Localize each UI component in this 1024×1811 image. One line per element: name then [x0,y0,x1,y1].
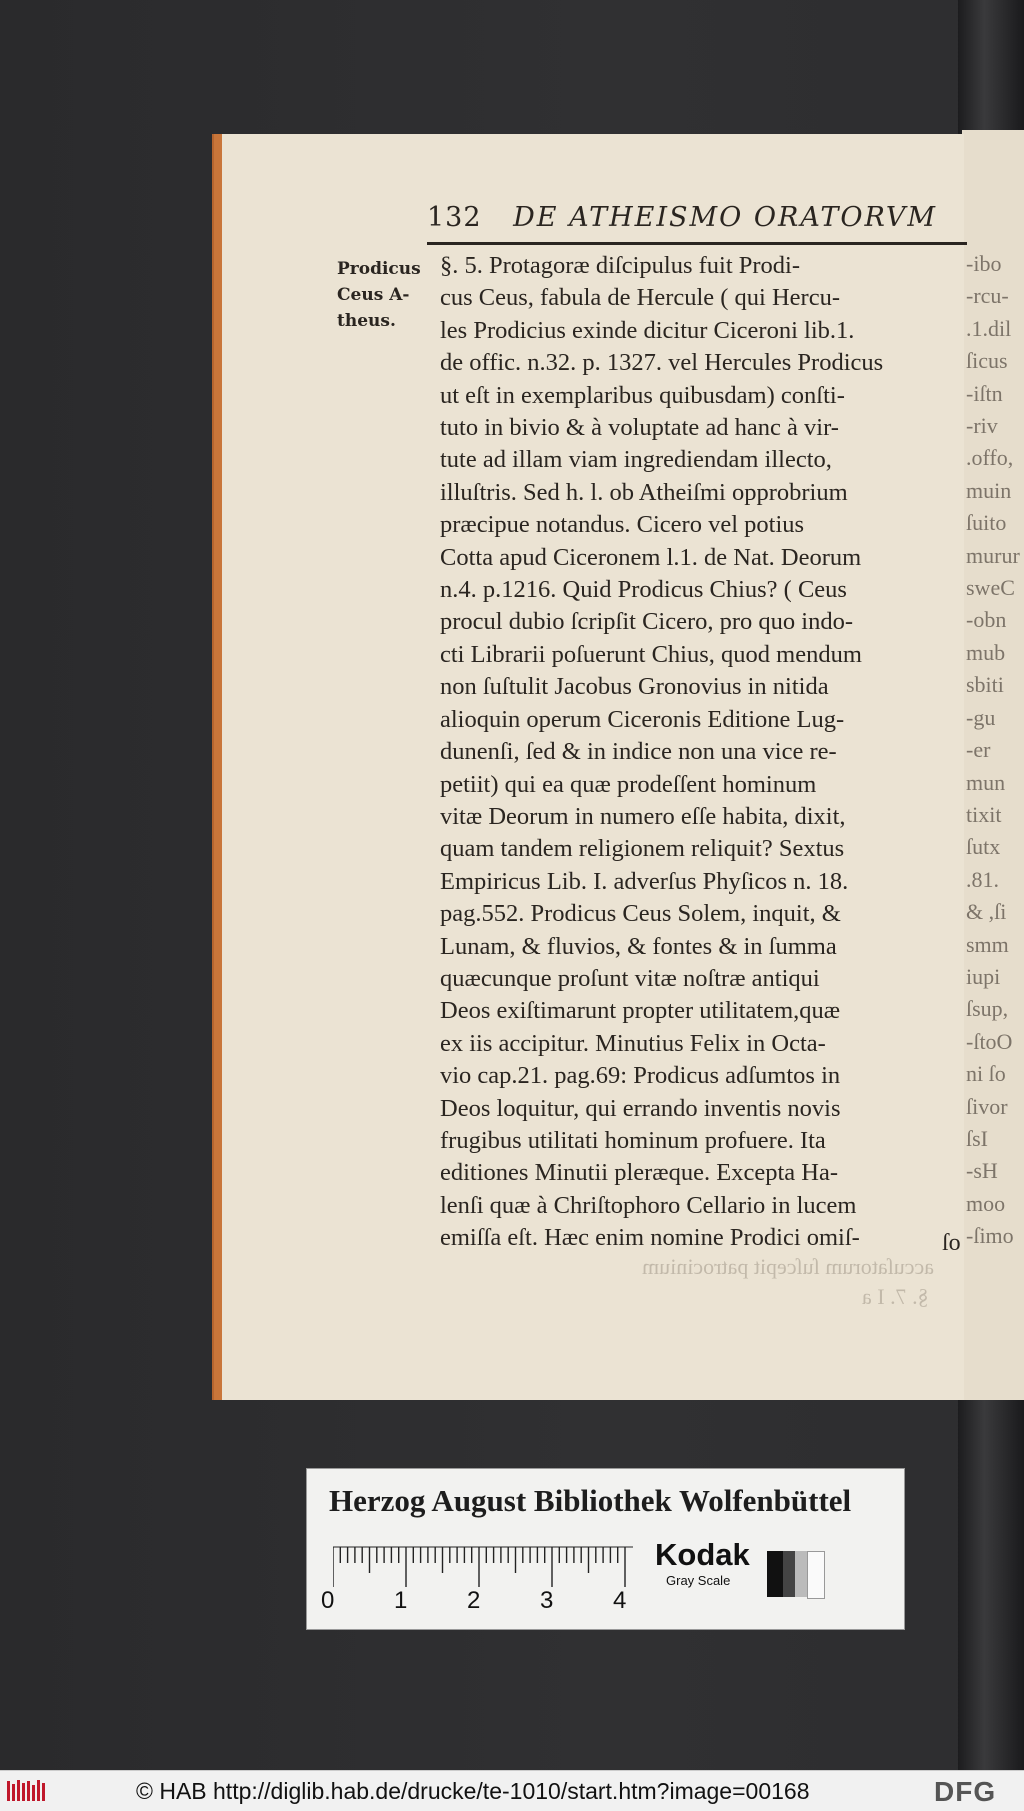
body-line: vio cap.21. pag.69: Prodicus adſumtos in [440,1062,841,1090]
body-line: non ſuſtulit Jacobus Gronovius in nitida [440,673,829,701]
body-line: editiones Minutii pleræque. Excepta Ha- [440,1159,839,1187]
dfg-logo: DFG [934,1776,997,1807]
body-text [440,250,960,1255]
margin-note-line: Prodicus [337,259,421,279]
body-line: dunenſi, ſed & in indice non una vice re- [440,738,837,766]
card-title: Herzog August Bibliothek Wolfenbüttel [329,1483,852,1518]
body-line: illuſtris. Sed h. l. ob Atheiſmi opprobrium [440,478,848,506]
body-line: tute ad illam viam ingrediendam illecto, [440,446,832,474]
body-line: alioquin operum Ciceronis Editione Lug- [440,705,845,733]
body-line: cus Ceus, fabula de Hercule ( qui Hercu- [440,284,841,312]
catchword: ſo [942,1230,961,1256]
ruler-number: 3 [540,1587,554,1614]
body-line: vitæ Deorum in numero eſſe habita, dixit, [440,802,846,830]
header-rule [427,242,967,245]
body-line: n.4. p.1216. Quid Prodicus Chius? ( Ceus [440,576,847,604]
gray-scale-label: Gray Scale [666,1573,731,1588]
body-line: Empiricus Lib. I. adverſus Phyſicos n. 18. [440,867,849,895]
running-head [427,202,937,233]
show-through-text: accuſatorum ſuſcepit patrocinium [642,1254,935,1279]
show-through-text: §. 7. I a [862,1284,929,1309]
ruler-number: 0 [321,1587,335,1614]
ruler-scale [333,1545,633,1587]
margin-note-line: theus. [337,311,396,331]
margin-note-line: Ceus A- [337,285,410,305]
body-line: frugibus utilitati hominum profuere. Ita [440,1126,826,1154]
gray-swatch-light [795,1551,807,1597]
margin-note [337,256,421,334]
body-line: petiit) qui ea quæ prodeſſent hominum [440,770,817,798]
body-line: Deos exiſtimarunt propter utilitatem,quæ [440,997,841,1025]
gray-swatch-black [767,1551,783,1597]
body-line: pag.552. Prodicus Ceus Solem, inquit, & [440,900,841,928]
facing-page-text: -ibo -rcu- .1.dil ſicus -iſtn -riv .offo, muin ſuito murur sweC -obn mub sbiti -gu -er mun tixit ſutx .81. & ,ſi smm iupi ſsup, -ſtoO ni ſo ſivor ſsI -sH moo -ſimo [966,251,1020,1249]
body-line: procul dubio ſcripſit Cicero, pro quo indo- [440,608,854,636]
footer-url[interactable]: © HAB http://diglib.hab.de/drucke/te-1010/start.htm?image=00168 [136,1778,810,1804]
page-number: 132 [427,202,482,233]
body-line: les Prodicius exinde dicitur Ciceroni lib.1. [440,316,855,344]
body-line: ex iis accipitur. Minutius Felix in Octa- [440,1029,826,1057]
body-line: præcipue notandus. Cicero vel potius [440,511,805,539]
body-line: §. 5. Protagoræ diſcipulus fuit Prodi- [440,252,800,279]
body-line: emiſſa eſt. Hæc enim nomine Prodici omiſ- [440,1224,860,1252]
body-line: cti Librarii poſuerunt Chius, quod mendum [440,640,862,668]
body-line: Cotta apud Ciceronem l.1. de Nat. Deorum [440,543,862,571]
body-line: lenſi quæ à Chriſtophoro Cellario in lucem [440,1191,857,1219]
body-line: de offic. n.32. p. 1327. vel Hercules Prodicus [440,349,884,377]
gray-swatch-white [807,1551,825,1599]
ruler-number: 4 [613,1587,627,1614]
running-title: DE ATHEISMO ORATORVM [513,202,938,233]
body-line: Deos loquitur, qui errando inventis novis [440,1094,841,1122]
footer-bar [0,1770,1024,1811]
book-page [222,134,964,1400]
body-line: tuto in bivio & à voluptate ad hanc à vir- [440,414,839,442]
body-line: quæcunque proſunt vitæ noſtræ antiqui [440,964,820,992]
body-line: quam tandem religionem reliquit? Sextus [440,835,845,863]
facing-page-strip [962,130,1024,1400]
body-line: Lunam, & fluvios, & fontes & in ſumma [440,932,837,960]
hab-logo-icon [6,1778,48,1804]
color-calibration-card [306,1468,905,1630]
body-line: ut eſt in exemplaribus quibusdam) conſti- [440,381,845,409]
ruler-number: 2 [467,1587,481,1614]
ruler-number: 1 [394,1587,408,1614]
gray-swatch-dark [783,1551,795,1597]
kodak-logo: Kodak [655,1537,750,1572]
